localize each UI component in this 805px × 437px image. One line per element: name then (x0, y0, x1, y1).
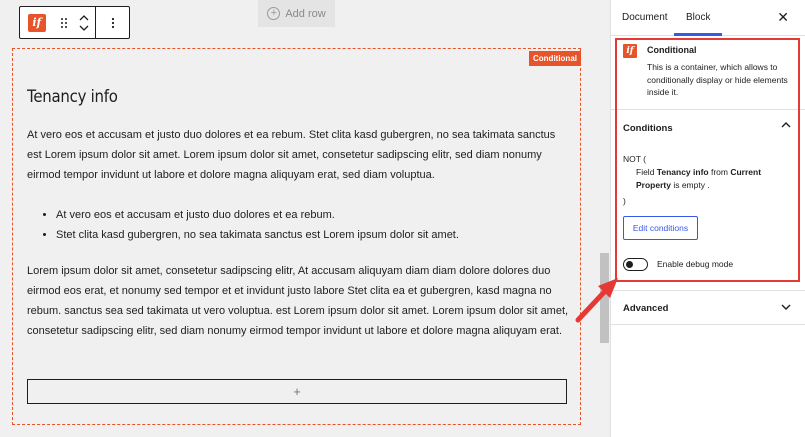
condition-field-prefix: Field (636, 167, 657, 177)
edit-conditions-button[interactable]: Edit conditions (623, 216, 698, 240)
condition-source: Current Property (636, 167, 762, 190)
plus-circle-icon: + (267, 7, 280, 20)
sidebar-tabs (611, 0, 805, 36)
paragraph-block[interactable]: Lorem ipsum dolor sit amet, consetetur sadipscing elitr, At accusam aliquyam diam diam dolore dolores duo eirmod eos erat, et nonumy sed tempor et et invidunt justo labore Stet clita ea et gubergren, kasd magna no rebum. sanctus sea sed takimata ut vero voluptua. est Lorem ipsum dolor sit amet. Lorem ipsum dolor sit amet, consetetur sadipscing elitr, sed diam nonumy eirmod tempor invidunt ut labore et dolore magna aliquyam erat. (27, 265, 569, 337)
block-card-title: Conditional (647, 45, 697, 55)
condition-operator: is empty . (670, 179, 710, 190)
conditional-badge: Conditional (529, 51, 581, 66)
add-row-label: Add row (285, 7, 326, 20)
condition-not-close: ) (623, 196, 626, 206)
chevron-up-down-icon[interactable] (74, 7, 96, 38)
panel-divider (611, 324, 805, 325)
conditional-block[interactable] (12, 48, 581, 425)
annotation-arrow-icon (570, 270, 630, 330)
panel-divider (611, 290, 805, 291)
block-heading[interactable]: Tenancy info (27, 87, 118, 107)
if-block-icon: if (623, 44, 637, 58)
debug-mode-label: Enable debug mode (657, 259, 734, 269)
if-block-icon: if (28, 14, 46, 32)
active-tab-indicator (674, 33, 722, 36)
drag-handle-icon[interactable] (54, 7, 74, 38)
annotation-highlight-box (615, 38, 800, 282)
conditions-panel-title: Conditions (623, 123, 673, 134)
tab-block[interactable]: Block (686, 12, 711, 23)
block-appender-button[interactable]: + (27, 379, 567, 404)
block-card-description: This is a container, which allows to conditionally display or hide elements inside it. (647, 62, 788, 97)
condition-from: from (708, 167, 731, 177)
list-block[interactable] (56, 205, 459, 245)
list-item[interactable]: • Stet clita kasd gubergren, no sea takimata sanctus est Lorem ipsum dolor sit amet. (56, 225, 459, 245)
chevron-down-icon[interactable] (781, 302, 791, 315)
condition-field-name: Tenancy info (656, 167, 709, 177)
advanced-panel-title: Advanced (623, 303, 669, 314)
list-item[interactable]: • At vero eos et accusam et justo duo dolores et ea rebum. (56, 205, 459, 225)
block-type-button[interactable] (20, 7, 54, 38)
ellipsis-vertical-icon[interactable] (96, 7, 129, 38)
block-toolbar (19, 6, 130, 39)
condition-not-open: NOT ( (623, 154, 646, 164)
add-row-button[interactable] (258, 0, 335, 27)
close-icon[interactable]: ✕ (777, 9, 789, 25)
paragraph-block[interactable]: At vero eos et accusam et justo duo dolores et ea rebum. Stet clita kasd gubergren, no sea takimata sanctus est Lorem ipsum dolor sit amet. Lorem ipsum dolor sit amet, consetetur sadipscing elitr, sed diam nonumy eirmod tempor invidunt ut labore et dolore magna aliquyam erat, sed diam voluptua. (27, 129, 556, 181)
tab-document[interactable]: Document (622, 12, 668, 23)
